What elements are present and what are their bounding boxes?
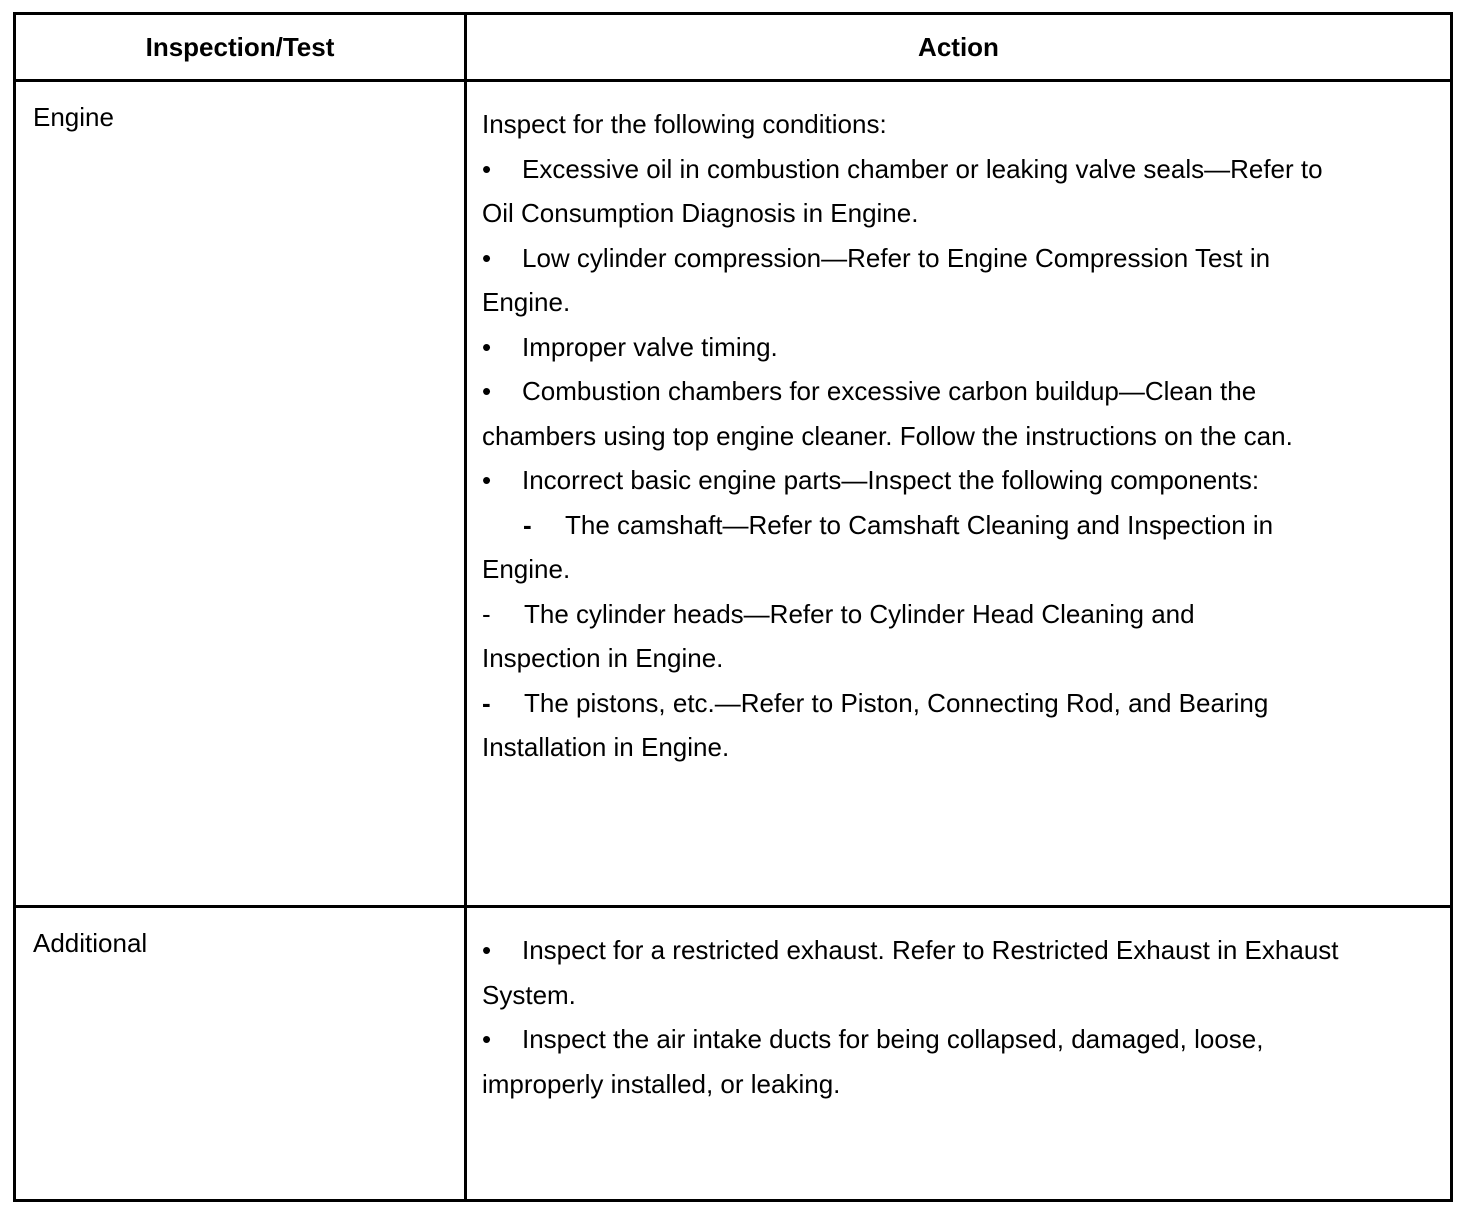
engine-bullet-4	[482, 369, 1434, 414]
dash-icon: -	[523, 509, 532, 540]
inspection-table-container	[13, 12, 1450, 1202]
bullet-text: Combustion chambers for excessive carbon buildup—Clean the	[522, 376, 1257, 406]
bullet-icon: •	[482, 331, 492, 362]
bullet-icon: •	[482, 153, 492, 184]
engine-bullet-2	[482, 236, 1434, 281]
bullet-icon: •	[482, 465, 492, 495]
bullet-icon: •	[482, 935, 492, 965]
bullet-icon: •	[482, 242, 492, 273]
engine-sub-item-2	[482, 592, 1434, 637]
engine-bullet-5	[482, 458, 1434, 503]
engine-bullet-4-cont: chambers using top engine cleaner. Follow the instructions on the can.	[482, 420, 1293, 451]
additional-bullet-1-cont: System.	[482, 979, 576, 1010]
additional-bullet-2	[482, 1017, 1434, 1062]
additional-bullet-2-cont: improperly installed, or leaking.	[482, 1068, 841, 1099]
engine-bullet-1	[482, 147, 1434, 192]
row-label-additional: Additional	[15, 907, 466, 1201]
engine-bullet-1-cont: Oil Consumption Diagnosis in Engine.	[482, 198, 919, 228]
sub-item-text: The cylinder heads—Refer to Cylinder Head Cleaning and	[524, 598, 1195, 629]
bullet-text: Low cylinder compression—Refer to Engine Compression Test in	[522, 242, 1271, 273]
bullet-text: Improper valve timing.	[522, 331, 778, 362]
bullet-icon: •	[482, 376, 492, 406]
engine-sub-item-1-cont: Engine.	[482, 554, 571, 584]
inspection-table	[13, 12, 1453, 1202]
bullet-text: Excessive oil in combustion chamber or leaking valve seals—Refer to	[522, 153, 1323, 184]
engine-bullet-2-cont: Engine.	[482, 287, 571, 317]
sub-item-text: The pistons, etc.—Refer to Piston, Connecting Rod, and Bearing	[524, 687, 1269, 718]
dash-icon: -	[482, 687, 491, 718]
additional-bullet-1	[482, 928, 1434, 973]
bullet-icon: •	[482, 1024, 492, 1054]
sub-item-text: The camshaft—Refer to Camshaft Cleaning and Inspection in	[565, 509, 1274, 540]
engine-intro: Inspect for the following conditions:	[482, 109, 887, 139]
header-row	[15, 14, 1452, 81]
engine-sub-item-2-cont: Inspection in Engine.	[482, 643, 724, 673]
header-action: Action	[466, 14, 1452, 81]
bullet-text: Inspect for a restricted exhaust. Refer to Restricted Exhaust in Exhaust	[522, 935, 1339, 965]
dash-icon: -	[482, 598, 491, 629]
engine-action-cell	[466, 81, 1452, 907]
engine-sub-item-3-cont: Installation in Engine.	[482, 732, 730, 762]
table-row-engine	[15, 81, 1452, 907]
engine-sub-item-1	[482, 503, 1434, 548]
engine-bullet-3	[482, 325, 1434, 370]
engine-sub-item-3	[482, 681, 1434, 726]
bullet-text: Incorrect basic engine parts—Inspect the following components:	[522, 465, 1260, 495]
row-label-engine: Engine	[15, 81, 466, 907]
additional-action-cell	[466, 907, 1452, 1201]
bullet-text: Inspect the air intake ducts for being collapsed, damaged, loose,	[522, 1024, 1264, 1054]
header-inspection-test: Inspection/Test	[15, 14, 466, 81]
table-row-additional	[15, 907, 1452, 1201]
